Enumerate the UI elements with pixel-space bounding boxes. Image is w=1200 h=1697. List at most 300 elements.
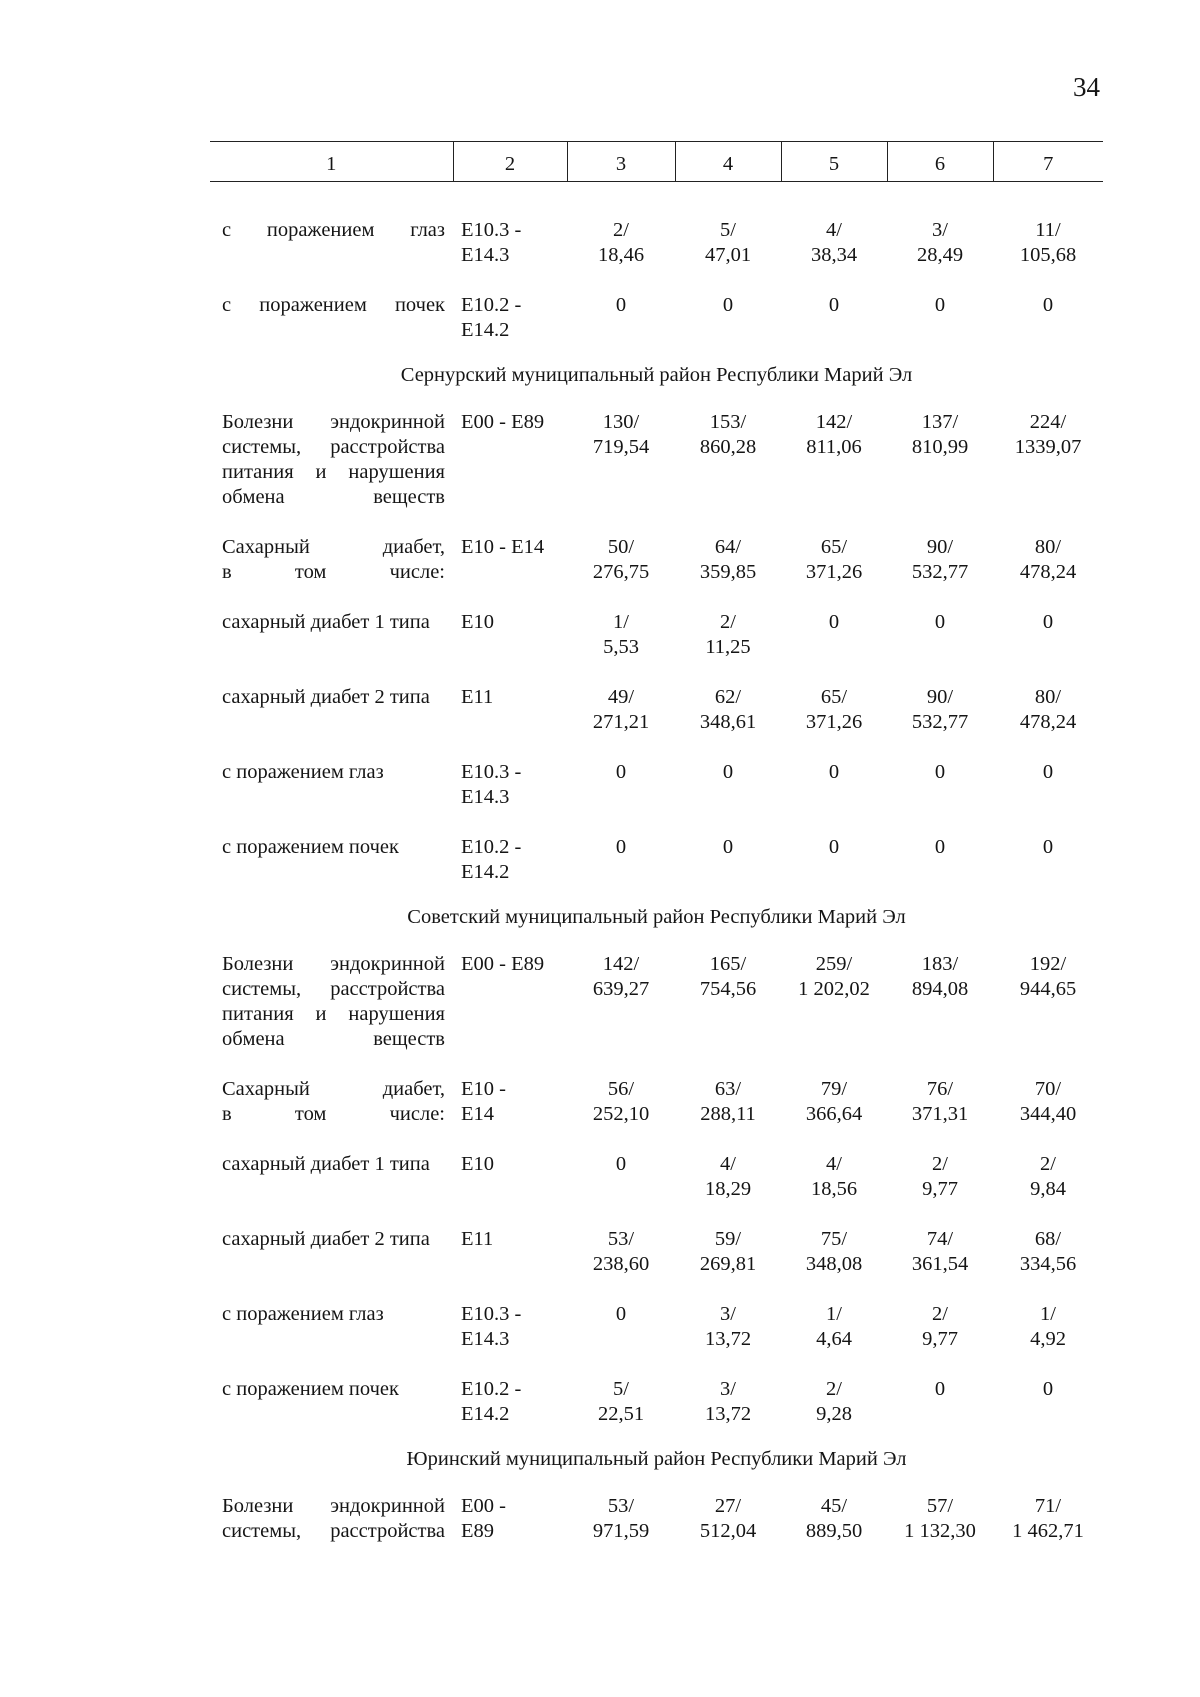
header-row — [210, 142, 1103, 182]
case-count: 90/ — [926, 536, 954, 558]
icd-code — [453, 660, 567, 735]
indicator-name — [210, 1352, 453, 1427]
table-row — [210, 510, 1103, 585]
district-section-row — [210, 1427, 1103, 1472]
value-cell-col3 — [567, 1472, 675, 1544]
value-cell-col6 — [887, 510, 993, 585]
value-cell-col7 — [993, 182, 1103, 269]
column-header-5: 5 — [781, 142, 887, 182]
icd-code-line: E00 - — [461, 1495, 506, 1517]
rate-per-100k: 1 132,30 — [904, 1520, 976, 1542]
case-count: 3/ — [720, 1303, 736, 1325]
value-cell-col6 — [887, 1127, 993, 1202]
case-count: 153/ — [709, 411, 747, 433]
case-count: 4/ — [720, 1153, 736, 1175]
value-cell-col4 — [675, 268, 781, 343]
table-row — [210, 1352, 1103, 1427]
case-count: 2/ — [720, 611, 736, 633]
indicator-name-line: с поражением почек — [222, 294, 445, 316]
icd-code-line: E10 — [461, 611, 495, 633]
value-cell-col6 — [887, 810, 993, 885]
case-count: 0 — [828, 761, 840, 783]
table-row — [210, 182, 1103, 269]
district-section-row — [210, 343, 1103, 388]
value-cell-col7 — [993, 810, 1103, 885]
indicator-name-line: в том числе: — [222, 561, 445, 583]
rate-per-100k: 252,10 — [592, 1103, 650, 1125]
value-cell-col7 — [993, 930, 1103, 1052]
case-count: 0 — [1042, 761, 1054, 783]
case-count: 70/ — [1034, 1078, 1062, 1100]
rate-per-100k: 47,01 — [704, 244, 752, 266]
table-row — [210, 660, 1103, 735]
case-count: 0 — [828, 836, 840, 858]
rate-per-100k: 860,28 — [699, 436, 757, 458]
value-cell-col6 — [887, 1052, 993, 1127]
value-cell-col5 — [781, 268, 887, 343]
case-count: 74/ — [926, 1228, 954, 1250]
case-count: 80/ — [1034, 686, 1062, 708]
case-count: 5/ — [720, 219, 736, 241]
value-cell-col6 — [887, 1472, 993, 1544]
case-count: 56/ — [607, 1078, 635, 1100]
table-row — [210, 388, 1103, 510]
icd-code-line: E10.3 - — [461, 1303, 522, 1325]
value-cell-col3 — [567, 1052, 675, 1127]
icd-code — [453, 735, 567, 810]
rate-per-100k: 18,29 — [704, 1178, 752, 1200]
rate-per-100k: 13,72 — [704, 1328, 752, 1350]
rate-per-100k: 9,84 — [1030, 1178, 1066, 1200]
rate-per-100k: 478,24 — [1019, 711, 1077, 733]
icd-code-line: E00 - E89 — [461, 953, 545, 975]
value-cell-col6 — [887, 268, 993, 343]
value-cell-col3 — [567, 182, 675, 269]
case-count: 2/ — [932, 1153, 948, 1175]
case-count: 0 — [1042, 611, 1054, 633]
incidence-table — [210, 141, 1103, 1544]
table-row — [210, 1277, 1103, 1352]
case-count: 0 — [828, 294, 840, 316]
value-cell-col6 — [887, 735, 993, 810]
indicator-name-line: сахарный диабет 1 типа — [222, 1153, 430, 1175]
table-row — [210, 1472, 1103, 1544]
indicator-name-line: системы, расстройства — [222, 1520, 445, 1542]
value-cell-col4 — [675, 1127, 781, 1202]
case-count: 0 — [934, 611, 946, 633]
icd-code — [453, 388, 567, 510]
icd-code — [453, 268, 567, 343]
case-count: 62/ — [714, 686, 742, 708]
table-row — [210, 1202, 1103, 1277]
value-cell-col3 — [567, 930, 675, 1052]
value-cell-col4 — [675, 735, 781, 810]
value-cell-col3 — [567, 1127, 675, 1202]
value-cell-col4 — [675, 510, 781, 585]
table-row — [210, 1127, 1103, 1202]
case-count: 75/ — [820, 1228, 848, 1250]
icd-code-line: E89 — [461, 1520, 495, 1542]
rate-per-100k: 38,34 — [810, 244, 858, 266]
value-cell-col4 — [675, 1202, 781, 1277]
case-count: 53/ — [607, 1228, 635, 1250]
rate-per-100k: 639,27 — [592, 978, 650, 1000]
case-count: 0 — [615, 761, 627, 783]
rate-per-100k: 1 202,02 — [798, 978, 870, 1000]
indicator-name-line: сахарный диабет 2 типа — [222, 686, 430, 708]
value-cell-col4 — [675, 810, 781, 885]
value-cell-col7 — [993, 1202, 1103, 1277]
icd-code-line: E10.2 - — [461, 294, 522, 316]
indicator-name — [210, 510, 453, 585]
value-cell-col6 — [887, 930, 993, 1052]
case-count: 2/ — [826, 1378, 842, 1400]
rate-per-100k: 5,53 — [603, 636, 639, 658]
indicator-name — [210, 268, 453, 343]
value-cell-col3 — [567, 268, 675, 343]
case-count: 4/ — [826, 219, 842, 241]
indicator-name — [210, 1202, 453, 1277]
indicator-name — [210, 930, 453, 1052]
rate-per-100k: 348,61 — [699, 711, 757, 733]
case-count: 11/ — [1035, 219, 1061, 241]
value-cell-col4 — [675, 388, 781, 510]
indicator-name-line: с поражением почек — [222, 1378, 399, 1400]
rate-per-100k: 28,49 — [916, 244, 964, 266]
case-count: 0 — [1042, 836, 1054, 858]
icd-code-line: E00 - E89 — [461, 411, 545, 433]
rate-per-100k: 532,77 — [911, 561, 969, 583]
case-count: 0 — [934, 761, 946, 783]
indicator-name — [210, 660, 453, 735]
indicator-name — [210, 1127, 453, 1202]
value-cell-col3 — [567, 1277, 675, 1352]
rate-per-100k: 344,40 — [1019, 1103, 1077, 1125]
indicator-name-line: питания и нарушения — [222, 461, 445, 483]
value-cell-col4 — [675, 1352, 781, 1427]
case-count: 63/ — [714, 1078, 742, 1100]
value-cell-col4 — [675, 930, 781, 1052]
indicator-name-line: с поражением глаз — [222, 1303, 384, 1325]
value-cell-col3 — [567, 510, 675, 585]
indicator-name — [210, 1277, 453, 1352]
rate-per-100k: 238,60 — [592, 1253, 650, 1275]
indicator-name — [210, 388, 453, 510]
value-cell-col4 — [675, 585, 781, 660]
rate-per-100k: 719,54 — [592, 436, 650, 458]
case-count: 3/ — [720, 1378, 736, 1400]
district-section-row — [210, 885, 1103, 930]
rate-per-100k: 361,54 — [911, 1253, 969, 1275]
rate-per-100k: 4,64 — [816, 1328, 852, 1350]
icd-code — [453, 1352, 567, 1427]
case-count: 71/ — [1034, 1495, 1062, 1517]
rate-per-100k: 811,06 — [806, 436, 862, 458]
value-cell-col4 — [675, 660, 781, 735]
table-row — [210, 735, 1103, 810]
rate-per-100k: 366,64 — [805, 1103, 863, 1125]
case-count: 0 — [828, 611, 840, 633]
rate-per-100k: 288,11 — [700, 1103, 756, 1125]
rate-per-100k: 371,26 — [805, 711, 863, 733]
value-cell-col5 — [781, 930, 887, 1052]
rate-per-100k: 13,72 — [704, 1403, 752, 1425]
indicator-name-line: системы, расстройства — [222, 436, 445, 458]
case-count: 130/ — [602, 411, 640, 433]
table-row — [210, 1052, 1103, 1127]
case-count: 0 — [722, 294, 734, 316]
value-cell-col5 — [781, 810, 887, 885]
case-count: 65/ — [820, 536, 848, 558]
value-cell-col5 — [781, 388, 887, 510]
case-count: 0 — [1042, 294, 1054, 316]
value-cell-col5 — [781, 1052, 887, 1127]
case-count: 0 — [615, 1153, 627, 1175]
value-cell-col7 — [993, 388, 1103, 510]
rate-per-100k: 1 462,71 — [1012, 1520, 1084, 1542]
indicator-name-line: обмена веществ — [222, 1028, 445, 1050]
case-count: 76/ — [926, 1078, 954, 1100]
case-count: 0 — [722, 761, 734, 783]
case-count: 64/ — [714, 536, 742, 558]
icd-code — [453, 1127, 567, 1202]
rate-per-100k: 512,04 — [699, 1520, 757, 1542]
case-count: 3/ — [932, 219, 948, 241]
indicator-name-line: Болезни эндокринной — [222, 411, 445, 433]
value-cell-col5 — [781, 1127, 887, 1202]
icd-code-line: E10 - — [461, 1078, 506, 1100]
case-count: 79/ — [820, 1078, 848, 1100]
icd-code-line: E14.2 — [461, 861, 510, 883]
value-cell-col5 — [781, 510, 887, 585]
table-row — [210, 930, 1103, 1052]
case-count: 165/ — [709, 953, 747, 975]
icd-code — [453, 1277, 567, 1352]
rate-per-100k: 276,75 — [592, 561, 650, 583]
value-cell-col6 — [887, 1202, 993, 1277]
rate-per-100k: 18,56 — [810, 1178, 858, 1200]
value-cell-col3 — [567, 810, 675, 885]
icd-code-line: E11 — [461, 686, 494, 708]
indicator-name-line: Болезни эндокринной — [222, 953, 445, 975]
case-count: 45/ — [820, 1495, 848, 1517]
indicator-name-line: обмена веществ — [222, 486, 445, 508]
indicator-name-line: Сахарный диабет, — [222, 536, 445, 558]
indicator-name-line: в том числе: — [222, 1103, 445, 1125]
rate-per-100k: 269,81 — [699, 1253, 757, 1275]
case-count: 49/ — [607, 686, 635, 708]
icd-code-line: E14 — [461, 1103, 495, 1125]
value-cell-col6 — [887, 1277, 993, 1352]
value-cell-col4 — [675, 1277, 781, 1352]
value-cell-col3 — [567, 1352, 675, 1427]
rate-per-100k: 894,08 — [911, 978, 969, 1000]
case-count: 0 — [934, 1378, 946, 1400]
icd-code-line: E14.2 — [461, 1403, 510, 1425]
rate-per-100k: 11,25 — [705, 636, 751, 658]
value-cell-col6 — [887, 182, 993, 269]
icd-code — [453, 1052, 567, 1127]
value-cell-col6 — [887, 660, 993, 735]
value-cell-col3 — [567, 735, 675, 810]
case-count: 0 — [615, 294, 627, 316]
value-cell-col7 — [993, 735, 1103, 810]
value-cell-col7 — [993, 1352, 1103, 1427]
table-body — [210, 182, 1103, 1545]
icd-code — [453, 510, 567, 585]
column-header-7: 7 — [993, 142, 1103, 182]
rate-per-100k: 9,77 — [922, 1178, 958, 1200]
rate-per-100k: 889,50 — [805, 1520, 863, 1542]
case-count: 2/ — [932, 1303, 948, 1325]
rate-per-100k: 371,31 — [911, 1103, 969, 1125]
value-cell-col3 — [567, 585, 675, 660]
case-count: 2/ — [1040, 1153, 1056, 1175]
case-count: 137/ — [921, 411, 959, 433]
case-count: 142/ — [815, 411, 853, 433]
rate-per-100k: 971,59 — [592, 1520, 650, 1542]
case-count: 0 — [934, 294, 946, 316]
case-count: 183/ — [921, 953, 959, 975]
value-cell-col6 — [887, 388, 993, 510]
value-cell-col5 — [781, 585, 887, 660]
table-header — [210, 142, 1103, 182]
icd-code — [453, 1472, 567, 1544]
rate-per-100k: 9,28 — [816, 1403, 852, 1425]
value-cell-col7 — [993, 510, 1103, 585]
value-cell-col6 — [887, 1352, 993, 1427]
case-count: 2/ — [613, 219, 629, 241]
rate-per-100k: 478,24 — [1019, 561, 1077, 583]
case-count: 68/ — [1034, 1228, 1062, 1250]
indicator-name — [210, 810, 453, 885]
icd-code-line: E14.3 — [461, 786, 510, 808]
rate-per-100k: 1339,07 — [1014, 436, 1082, 458]
case-count: 53/ — [607, 1495, 635, 1517]
district-title: Советский муниципальный район Республики Марий Эл — [407, 906, 906, 928]
value-cell-col5 — [781, 1202, 887, 1277]
icd-code-line: E10.2 - — [461, 1378, 522, 1400]
case-count: 224/ — [1029, 411, 1067, 433]
case-count: 57/ — [926, 1495, 954, 1517]
icd-code — [453, 585, 567, 660]
rate-per-100k: 371,26 — [805, 561, 863, 583]
case-count: 4/ — [826, 1153, 842, 1175]
icd-code — [453, 810, 567, 885]
icd-code-line: E14.3 — [461, 1328, 510, 1350]
indicator-name-line: системы, расстройства — [222, 978, 445, 1000]
value-cell-col5 — [781, 1472, 887, 1544]
case-count: 27/ — [714, 1495, 742, 1517]
value-cell-col7 — [993, 1052, 1103, 1127]
value-cell-col7 — [993, 268, 1103, 343]
value-cell-col3 — [567, 388, 675, 510]
value-cell-col6 — [887, 585, 993, 660]
district-title: Юринский муниципальный район Республики Марий Эл — [406, 1448, 907, 1470]
page-number: 34 — [1073, 72, 1100, 102]
rate-per-100k: 810,99 — [911, 436, 969, 458]
rate-per-100k: 22,51 — [597, 1403, 645, 1425]
district-title: Сернурский муниципальный район Республики Марий Эл — [400, 364, 913, 386]
case-count: 1/ — [613, 611, 629, 633]
table-row — [210, 268, 1103, 343]
case-count: 90/ — [926, 686, 954, 708]
case-count: 0 — [934, 836, 946, 858]
column-header-4: 4 — [675, 142, 781, 182]
column-header-1: 1 — [210, 142, 453, 182]
rate-per-100k: 359,85 — [699, 561, 757, 583]
rate-per-100k: 105,68 — [1019, 244, 1077, 266]
table-row — [210, 585, 1103, 660]
rate-per-100k: 944,65 — [1019, 978, 1077, 1000]
value-cell-col5 — [781, 1352, 887, 1427]
rate-per-100k: 754,56 — [699, 978, 757, 1000]
case-count: 0 — [722, 836, 734, 858]
indicator-name — [210, 182, 453, 269]
value-cell-col7 — [993, 1127, 1103, 1202]
indicator-name-line: сахарный диабет 2 типа — [222, 1228, 430, 1250]
column-header-6: 6 — [887, 142, 993, 182]
indicator-name-line: с поражением глаз — [222, 219, 445, 241]
value-cell-col5 — [781, 735, 887, 810]
indicator-name — [210, 1472, 453, 1544]
column-header-3: 3 — [567, 142, 675, 182]
rate-per-100k: 9,77 — [922, 1328, 958, 1350]
icd-code-line: E10.3 - — [461, 761, 522, 783]
rate-per-100k: 348,08 — [805, 1253, 863, 1275]
value-cell-col7 — [993, 585, 1103, 660]
case-count: 50/ — [607, 536, 635, 558]
case-count: 0 — [1042, 1378, 1054, 1400]
indicator-name-line: с поражением почек — [222, 836, 399, 858]
indicator-name — [210, 585, 453, 660]
case-count: 142/ — [602, 953, 640, 975]
indicator-name-line: с поражением глаз — [222, 761, 384, 783]
value-cell-col4 — [675, 182, 781, 269]
case-count: 0 — [615, 1303, 627, 1325]
value-cell-col5 — [781, 660, 887, 735]
table-row — [210, 810, 1103, 885]
icd-code-line: E14.3 — [461, 244, 510, 266]
icd-code — [453, 182, 567, 269]
rate-per-100k: 334,56 — [1019, 1253, 1077, 1275]
icd-code-line: E10.3 - — [461, 219, 522, 241]
icd-code-line: E10 - E14 — [461, 536, 545, 558]
case-count: 259/ — [815, 953, 853, 975]
icd-code-line: E14.2 — [461, 319, 510, 341]
value-cell-col7 — [993, 1472, 1103, 1544]
value-cell-col7 — [993, 1277, 1103, 1352]
indicator-name-line: Сахарный диабет, — [222, 1078, 445, 1100]
indicator-name-line: питания и нарушения — [222, 1003, 445, 1025]
value-cell-col3 — [567, 660, 675, 735]
case-count: 59/ — [714, 1228, 742, 1250]
icd-code-line: E10.2 - — [461, 836, 522, 858]
icd-code-line: E11 — [461, 1228, 494, 1250]
column-header-2: 2 — [453, 142, 567, 182]
value-cell-col7 — [993, 660, 1103, 735]
case-count: 80/ — [1034, 536, 1062, 558]
case-count: 1/ — [1040, 1303, 1056, 1325]
rate-per-100k: 18,46 — [597, 244, 645, 266]
value-cell-col4 — [675, 1472, 781, 1544]
rate-per-100k: 4,92 — [1030, 1328, 1066, 1350]
icd-code — [453, 1202, 567, 1277]
case-count: 1/ — [826, 1303, 842, 1325]
indicator-name-line: Болезни эндокринной — [222, 1495, 445, 1517]
indicator-name — [210, 735, 453, 810]
indicator-name-line: сахарный диабет 1 типа — [222, 611, 430, 633]
